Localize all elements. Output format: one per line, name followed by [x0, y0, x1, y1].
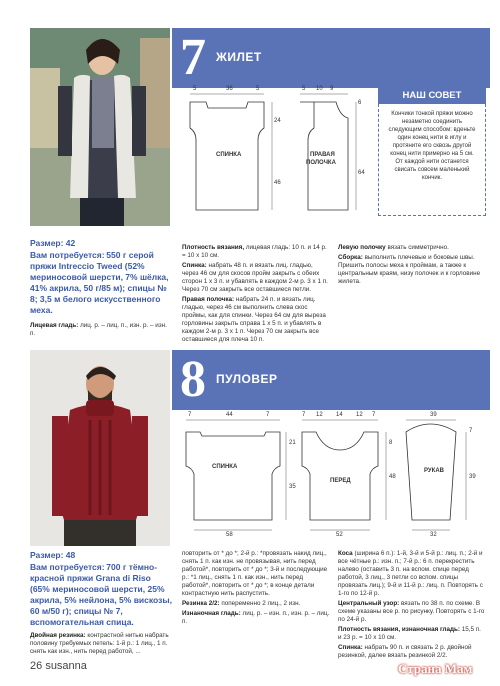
sweater-front-label: ПЕРЕД [330, 478, 351, 484]
vest-assembly-text: выполнить плечевые и боковые швы. Пришить полосы меха к проймам, а также к центральным краям, низу полочек и к горловине жилета. [338, 254, 481, 285]
vest-density-label: Плотность вязания, [182, 244, 245, 251]
sweater-sleeve-top: 39 [430, 412, 437, 418]
sweater-mid-text: повторить от * до *; 2-й р.: *провязать накид лиц., снять 1 п. как изн. не провязывая, нить перед работой*, повторить от * до *; 3-й и последующие р.: *1 лиц., снять 1 п. как изн., нить перед работой*, повторить от * до *; в конце детали контрастную нить распустить. [182, 550, 328, 597]
magazine-name: susanna [45, 660, 87, 672]
sweater-back-top-3: 7 [266, 412, 270, 418]
sweater-back-bottom: 58 [226, 532, 233, 538]
sweater-title: ПУЛОВЕР [216, 372, 278, 386]
vest-assembly-label: Сборка: [338, 254, 363, 261]
sweater-front-top-4: 12 [356, 412, 363, 418]
vest-back-top-1: 5 [193, 86, 197, 92]
sweater-front-bottom: 52 [336, 532, 343, 538]
vest-number: 7 [180, 29, 206, 86]
man-in-red-sweater-photo-icon [30, 350, 170, 546]
vest-left-front-text: вязать симметрично. [387, 244, 449, 251]
sweater-front-top-5: 7 [372, 412, 376, 418]
vest-diagram [180, 88, 380, 228]
sweater-back-top-2: 44 [226, 412, 233, 418]
sweater-back-label: СПИНКА [212, 464, 238, 470]
sweater-purl-text: лиц. р. – изн. п., изн. р. – лиц. п. [182, 610, 330, 625]
vest-banner [172, 28, 490, 88]
vest-front-top-2: 10 [316, 86, 323, 92]
sweater-front-side-1: 8 [389, 440, 393, 446]
page-footer [30, 660, 87, 672]
advice-title: НАШ СОВЕТ [378, 88, 486, 104]
sweater-sleeve-side-1: 7 [469, 428, 473, 434]
vest-front-top-1: 5 [302, 86, 306, 92]
vest-front-top-3: 9 [330, 86, 334, 92]
sweater-central-text: вязать по 38 п. по схеме. В схеме указаны все р. по рисунку. Повторять с 1-го по 24-й р. [338, 600, 485, 623]
vest-stockinette-label: Лицевая гладь: [30, 322, 79, 329]
sweater-front-top-3: 14 [336, 412, 343, 418]
vest-size: Размер: 42 [30, 238, 76, 248]
vest-front-label-2: ПОЛОЧКА [306, 160, 336, 166]
vest-right-front-text: набрать 24 п. и вязать лиц. гладью, через 46 см выполнить слева скос проймы, как для спинки. Через 64 см для выреза горловины закрыть справа 1 х 5 п. и убавлять в каждом 2-м р. 3 х 1 п. Через 70 см закрыть все оставшиеся для плеча 10 п. [182, 296, 326, 343]
sweater-sleeve-label: РУКАВ [424, 468, 444, 474]
vest-back-top-2: 36 [226, 86, 233, 92]
vest-req-text: 550 г серой пряжи Intreccio Tweed (52% мериносовой шерсти, 7% шёлка, 41% акрила, 50 г/85 м); спицы № 8; 3,5 м белого искусственного меха. [30, 250, 169, 315]
vest-left-front-label: Левую полочку [338, 244, 386, 251]
vest-front-label-1: ПРАВАЯ [310, 152, 335, 158]
sweater-sleeve-side-2: 39 [469, 474, 476, 480]
sweater-purl-label: Изнаночная гладь: [182, 610, 241, 617]
woman-in-fur-vest-photo-icon [30, 28, 170, 226]
sweater-req-text: 700 г тёмно-красной пряжи Grana di Riso (65% мериносовой шерсти, 25% акрила, 5% нейлона, 5% вискозы, 60 м/50 г); спицы № 7, вспомогательная спица. [30, 562, 172, 627]
vest-materials [30, 238, 172, 340]
sweater-back-side-2: 35 [289, 484, 296, 490]
site-watermark: Страна Мам [398, 661, 473, 676]
sweater-front-top-2: 12 [316, 412, 323, 418]
vest-stockinette-text: лиц. р. – лиц. п., изн. р. – изн. п. [30, 322, 167, 337]
vest-right-front-label: Правая полочка: [182, 296, 235, 303]
vest-back-label: СПИНКА [216, 152, 242, 158]
vest-back-text: набрать 48 п. и вязать лиц. гладью, через 46 см для скосов пройм закрыть с обеих сторон 1 х 3 п. и убавлять в каждом 2-м р. 3 х 1 п. Через 70 см закрыть все оставшиеся петли. [182, 262, 328, 293]
sweater-back-top-1: 7 [188, 412, 192, 418]
sweater-materials [30, 550, 172, 658]
vest-req-label: Вам потребуется: [30, 250, 105, 260]
vest-front-side-1: 6 [358, 100, 362, 106]
sweater-instructions-col1 [182, 550, 330, 628]
vest-photo [30, 28, 170, 226]
vest-instructions-col1 [182, 244, 330, 346]
sweater-rib-label: Двойная резинка: [30, 632, 86, 639]
sweater-cable-text: (ширина 6 п.): 1-й, 3-й и 5-й р.: лиц. п.; 2-й и все чётные р.: изн. п.; 7-й р.: 6 п. перекрестить налево (оставить 3 п. на вспом. спице перед работой, 3 лиц., 3 петли со вспом. спицы провязать лиц.); 9-й и 11-й р.: лиц. п. Повторять с 1-го по 12-й р. [338, 550, 483, 597]
sweater-rib2-text: попеременно 2 лиц., 2 изн. [221, 600, 301, 607]
sweater-instructions-col2 [338, 550, 486, 662]
vest-back-section-label: Спинка: [182, 262, 207, 269]
vest-back-top-3: 5 [256, 86, 260, 92]
vest-back-side-1: 24 [274, 118, 281, 124]
sweater-photo [30, 350, 170, 546]
sweater-banner [172, 350, 490, 410]
sweater-density-text: 15,5 п. и 23 р. = 10 х 10 см. [338, 626, 481, 641]
sweater-rib2-label: Резинка 2/2: [182, 600, 220, 607]
vest-back-side-2: 46 [274, 180, 281, 186]
sweater-rib-text: контрастной нитью набрать половину требуемых петель: 1-й р.: 1 лиц., 1 п. снять как изн., нить перед работой, ... [30, 632, 169, 655]
vest-title: ЖИЛЕТ [216, 50, 262, 64]
sweater-front-side-2: 48 [389, 474, 396, 480]
sweater-back-side-1: 21 [289, 440, 296, 446]
sweater-cable-label: Коса [338, 550, 353, 557]
sweater-back-text: набрать 90 п. и связать 2 р. двойной резинкой, далее вязать резинкой 2/2. [338, 644, 472, 659]
sweater-central-label: Центральный узор: [338, 600, 400, 607]
advice-box [378, 88, 486, 216]
sweater-req-label: Вам потребуется: [30, 562, 105, 572]
sweater-back-section-label: Спинка: [338, 644, 363, 651]
advice-text: Кончики тонкой пряжи можно незаметно соединить следующим способом: вденьте один конец нити в иглу и протяните его сквозь другой конец нити примерно на 5 см. От каждой нити останется свисать совсем маленький кончик. [378, 104, 486, 216]
sweater-diagram [180, 412, 486, 538]
sweater-density-label: Плотность вязания, изнаночная гладь: [338, 626, 460, 633]
sweater-front-top-1: 7 [302, 412, 306, 418]
sweater-size: Размер: 48 [30, 550, 76, 560]
vest-instructions-col2 [338, 244, 486, 288]
page-number: 26 [30, 660, 43, 672]
sweater-number: 8 [180, 351, 206, 408]
vest-front-side-2: 64 [358, 170, 365, 176]
sweater-sleeve-bottom: 32 [430, 532, 437, 538]
vest-density-text: лицевая гладь: 10 п. и 14 р. = 10 х 10 см. [182, 244, 327, 259]
